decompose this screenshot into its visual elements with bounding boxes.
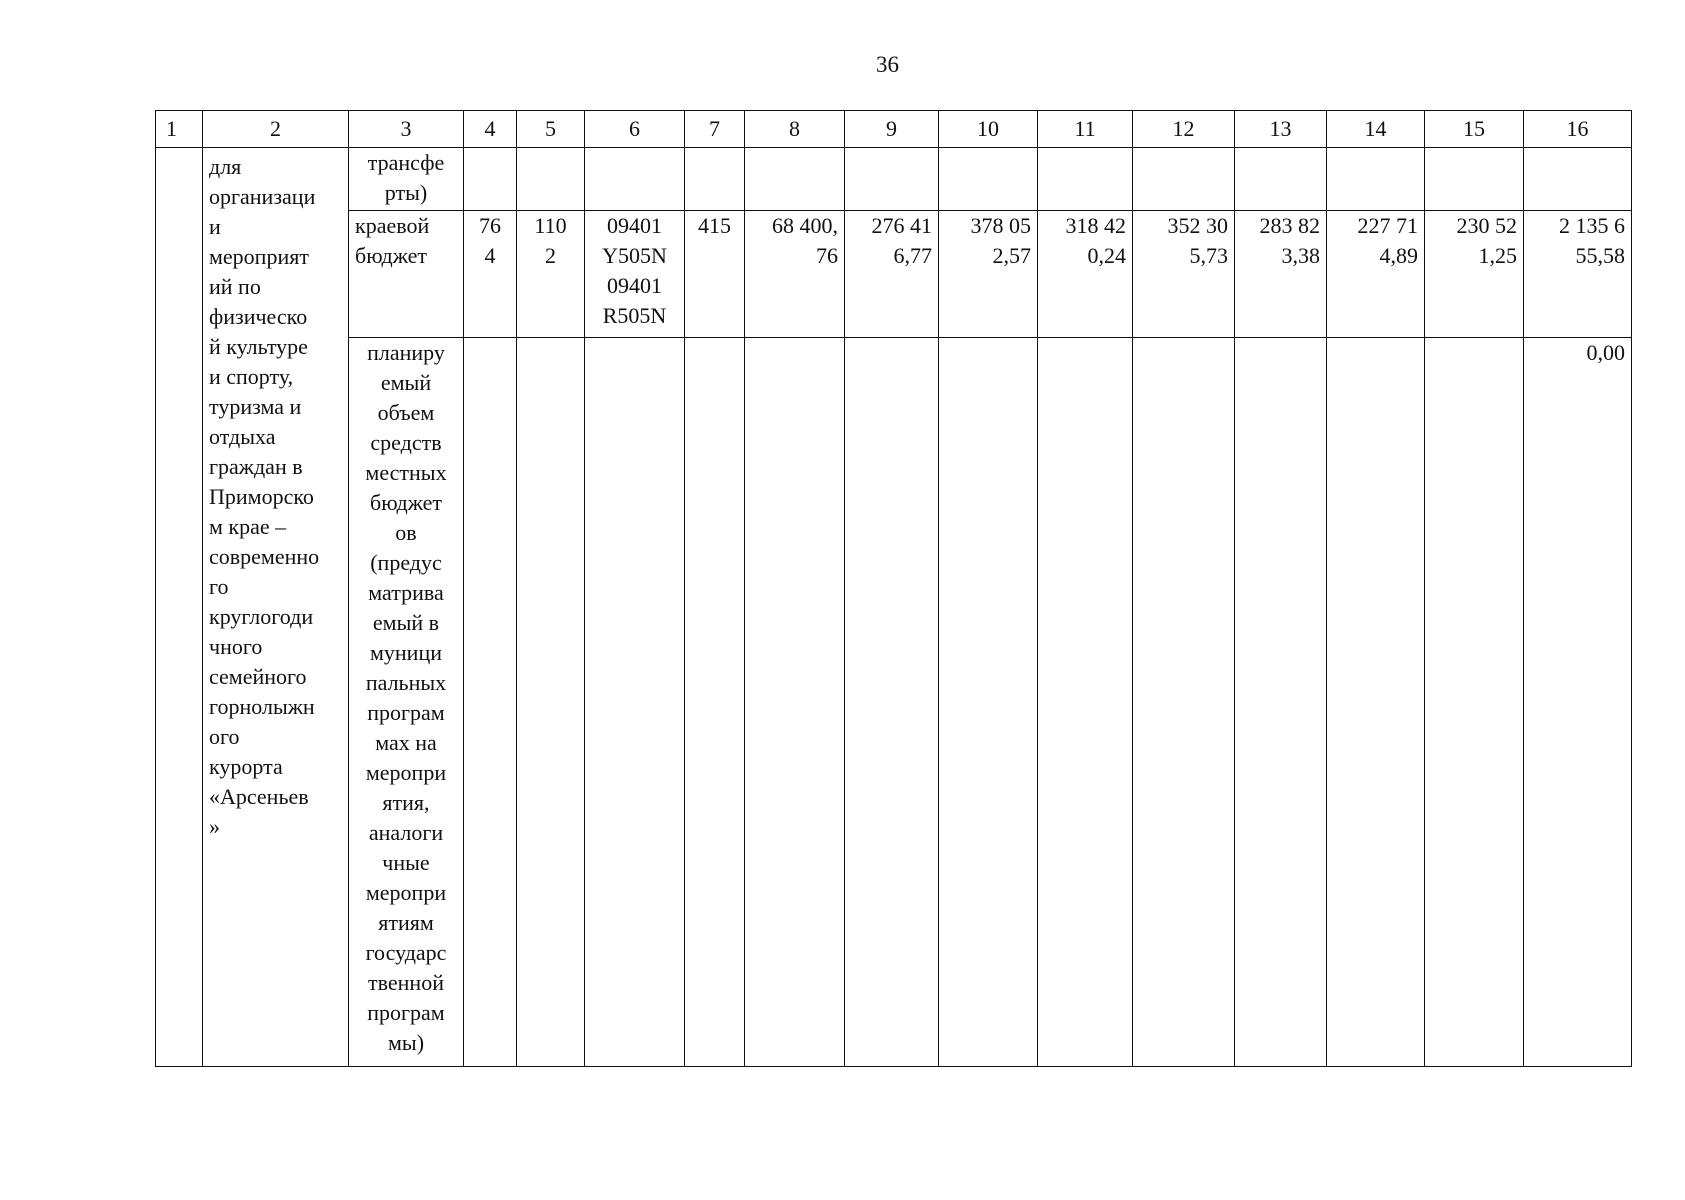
table-cell <box>1133 211 1235 338</box>
table-cell <box>1235 211 1327 338</box>
column-number: 16 <box>1524 111 1632 148</box>
table-cell <box>1038 338 1133 1067</box>
table-cell <box>585 211 685 338</box>
table-cell <box>939 211 1038 338</box>
funding-source-cell <box>349 211 464 338</box>
amount-value: 318 42 0,24 <box>1065 213 1126 268</box>
table-cell <box>1425 338 1524 1067</box>
funding-source: краевой бюджет <box>355 213 430 268</box>
table-cell <box>845 338 939 1067</box>
funding-source: планиру емый объем средств местных бюджет ов (предус матрива емый в муници пальных програм мах на меропри ятия, аналоги чные меропри ятиям государс твенной програм мы) <box>365 340 447 1055</box>
table-cell <box>1425 148 1524 211</box>
table-cell <box>939 338 1038 1067</box>
table-cell <box>1235 338 1327 1067</box>
row-number-cell <box>156 148 203 1067</box>
table-cell <box>585 338 685 1067</box>
amount-value: 283 82 3,38 <box>1259 213 1320 268</box>
funding-source: трансфе рты) <box>367 150 445 205</box>
column-number: 9 <box>845 111 939 148</box>
column-number: 2 <box>203 111 349 148</box>
table-cell <box>1327 211 1425 338</box>
table-cell <box>1327 148 1425 211</box>
table-cell <box>517 338 585 1067</box>
table-row <box>156 148 1632 211</box>
total-amount-value: 0,00 <box>1586 340 1625 365</box>
table-cell <box>1524 148 1632 211</box>
amount-value: 227 71 4,89 <box>1357 213 1418 268</box>
table-cell <box>464 338 517 1067</box>
funding-source-cell <box>349 148 464 211</box>
column-number: 8 <box>745 111 845 148</box>
table-cell <box>1235 148 1327 211</box>
column-number: 10 <box>939 111 1038 148</box>
column-number: 12 <box>1133 111 1235 148</box>
table-cell <box>939 148 1038 211</box>
event-description: для организаци и мероприят ий по физическо й культуре и спорту, туризма и отдыха граждан в Приморско м крае – современно го круглогоди чного семейного горнолыжн ого курорта «Арсеньев » <box>209 154 320 839</box>
table-cell <box>745 338 845 1067</box>
amount-value: 230 52 1,25 <box>1456 213 1517 268</box>
table-cell <box>517 211 585 338</box>
table-cell <box>745 211 845 338</box>
expense-type-code: 415 <box>698 213 731 238</box>
column-number: 15 <box>1425 111 1524 148</box>
table-cell <box>464 148 517 211</box>
column-number: 14 <box>1327 111 1425 148</box>
column-number-header <box>156 111 1632 148</box>
table-cell <box>745 148 845 211</box>
column-number: 7 <box>685 111 745 148</box>
column-number: 3 <box>349 111 464 148</box>
column-number: 13 <box>1235 111 1327 148</box>
table-cell <box>685 148 745 211</box>
total-amount-value: 2 135 6 55,58 <box>1559 213 1625 268</box>
section-code: 110 2 <box>534 213 567 268</box>
table-cell <box>517 148 585 211</box>
amount-value: 352 30 5,73 <box>1167 213 1228 268</box>
table-cell <box>1524 211 1632 338</box>
table-cell <box>1038 148 1133 211</box>
page-number: 36 <box>876 52 899 77</box>
table-cell <box>585 148 685 211</box>
table-cell <box>1327 338 1425 1067</box>
table-cell <box>685 211 745 338</box>
amount-value: 276 41 6,77 <box>871 213 932 268</box>
table-cell <box>1524 338 1632 1067</box>
table-cell <box>845 211 939 338</box>
ministry-code: 76 4 <box>479 213 501 268</box>
funding-source-cell <box>349 338 464 1067</box>
amount-value: 68 400, 76 <box>772 213 838 268</box>
target-article-code: 09401 Y505N 09401 R505N <box>602 213 667 328</box>
column-number: 1 <box>156 111 203 148</box>
table-cell <box>464 211 517 338</box>
table-cell <box>1133 148 1235 211</box>
column-number: 5 <box>517 111 585 148</box>
table-cell <box>1425 211 1524 338</box>
table-row <box>156 211 1632 338</box>
amount-value: 378 05 2,57 <box>970 213 1031 268</box>
column-number: 11 <box>1038 111 1133 148</box>
table-cell <box>685 338 745 1067</box>
budget-table <box>155 110 1632 1067</box>
table-cell <box>845 148 939 211</box>
event-description-cell <box>203 148 349 1067</box>
table-row <box>156 338 1632 1067</box>
table-cell <box>1038 211 1133 338</box>
column-number: 6 <box>585 111 685 148</box>
table-cell <box>1133 338 1235 1067</box>
column-number: 4 <box>464 111 517 148</box>
